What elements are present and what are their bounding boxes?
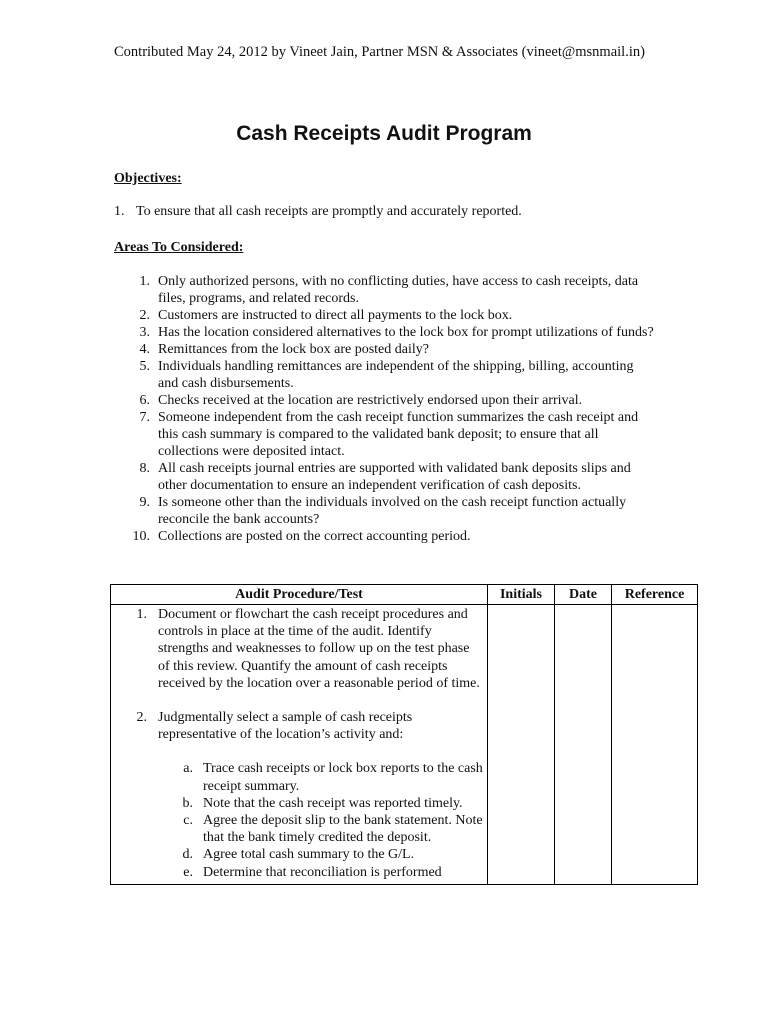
area-number: 9. xyxy=(139,495,150,510)
area-number: 7. xyxy=(139,410,150,425)
objective-number: 1. xyxy=(114,204,125,219)
area-text: Remittances from the lock box are posted daily? xyxy=(158,342,429,357)
procedure-number: 1. xyxy=(136,607,147,622)
area-text: All cash receipts journal entries are supported with validated bank deposits slips and other documentation to ensure an independent verification of cash deposits. xyxy=(158,461,631,493)
procedure-text: Judgmentally select a sample of cash receipts representative of the location’s activity and: xyxy=(158,710,413,743)
substep-letter: c. xyxy=(183,813,193,829)
area-number: 1. xyxy=(139,274,150,289)
header-date: Date xyxy=(555,585,612,605)
substep-letter: a. xyxy=(183,761,193,777)
date-cell xyxy=(555,605,612,885)
substep-letter: d. xyxy=(182,847,193,863)
procedure-number: 2. xyxy=(136,710,147,726)
procedure-text: Document or flowchart the cash receipt procedures and controls in place at the time of the audit. Identify strengths and weaknesses to follow up on the test phase of this review. Quantify the amount of cash receipts received by the location over a reasonable period of time. xyxy=(158,607,480,691)
area-item xyxy=(114,307,654,324)
objective-text: To ensure that all cash receipts are promptly and accurately reported. xyxy=(136,204,522,219)
substep-text: Determine that reconciliation is performed xyxy=(203,864,442,880)
header-procedure: Audit Procedure/Test xyxy=(111,585,488,605)
procedure-item xyxy=(115,709,483,743)
header-reference: Reference xyxy=(612,585,698,605)
substep-text: Trace cash receipts or lock box reports to the cash receipt summary. xyxy=(203,761,483,794)
area-number: 8. xyxy=(139,461,150,476)
area-text: Individuals handling remittances are independent of the shipping, billing, accounting and cash disbursements. xyxy=(158,359,634,391)
area-number: 4. xyxy=(139,342,150,357)
area-item xyxy=(114,273,654,307)
substep-item xyxy=(115,760,483,794)
areas-list xyxy=(114,273,654,545)
area-number: 3. xyxy=(139,325,150,340)
area-number: 6. xyxy=(139,393,150,408)
areas-heading: Areas To Considered: xyxy=(114,240,244,255)
substep-text: Note that the cash receipt was reported timely. xyxy=(203,795,463,811)
substep-letter: b. xyxy=(182,795,193,811)
area-item xyxy=(114,358,654,392)
area-text: Only authorized persons, with no conflicting duties, have access to cash receipts, data files, programs, and related records. xyxy=(158,274,639,306)
area-item xyxy=(114,392,654,409)
substep-item xyxy=(115,864,483,881)
area-item xyxy=(114,460,654,494)
table-header-row xyxy=(111,585,698,605)
procedure-item xyxy=(115,606,483,692)
area-item xyxy=(114,528,654,545)
area-text: Has the location considered alternatives to the lock box for prompt utilizations of funds? xyxy=(158,325,654,340)
page-title: Cash Receipts Audit Program xyxy=(236,122,532,145)
area-number: 2. xyxy=(139,308,150,323)
area-item xyxy=(114,409,654,460)
area-text: Is someone other than the individuals involved on the cash receipt function actually reconcile the bank accounts? xyxy=(158,495,627,527)
substep-item xyxy=(115,812,483,846)
area-number: 10. xyxy=(132,529,150,544)
contributor-line: Contributed May 24, 2012 by Vineet Jain, Partner MSN & Associates (vineet@msnmail.in) xyxy=(114,44,645,60)
area-item xyxy=(114,494,654,528)
area-text: Checks received at the location are restrictively endorsed upon their arrival. xyxy=(158,393,583,408)
substep-text: Agree the deposit slip to the bank statement. Note that the bank timely credited the deposit. xyxy=(203,813,483,846)
audit-procedure-table xyxy=(110,584,698,885)
reference-cell xyxy=(612,605,698,885)
header-initials: Initials xyxy=(488,585,555,605)
area-text: Customers are instructed to direct all payments to the lock box. xyxy=(158,308,513,323)
objective-item xyxy=(114,204,522,220)
table-row xyxy=(111,605,698,885)
objectives-heading: Objectives: xyxy=(114,171,182,186)
substep-item xyxy=(115,846,483,863)
area-number: 5. xyxy=(139,359,150,374)
substep-letter: e. xyxy=(183,864,193,880)
procedure-cell xyxy=(111,605,488,885)
area-item xyxy=(114,341,654,358)
area-item xyxy=(114,324,654,341)
substep-text: Agree total cash summary to the G/L. xyxy=(203,847,415,863)
initials-cell xyxy=(488,605,555,885)
area-text: Collections are posted on the correct accounting period. xyxy=(158,529,471,544)
area-text: Someone independent from the cash receipt function summarizes the cash receipt and this cash summary is compared to the validated bank deposit; to ensure that all collections were deposited intact. xyxy=(158,410,639,459)
substep-item xyxy=(115,795,483,812)
